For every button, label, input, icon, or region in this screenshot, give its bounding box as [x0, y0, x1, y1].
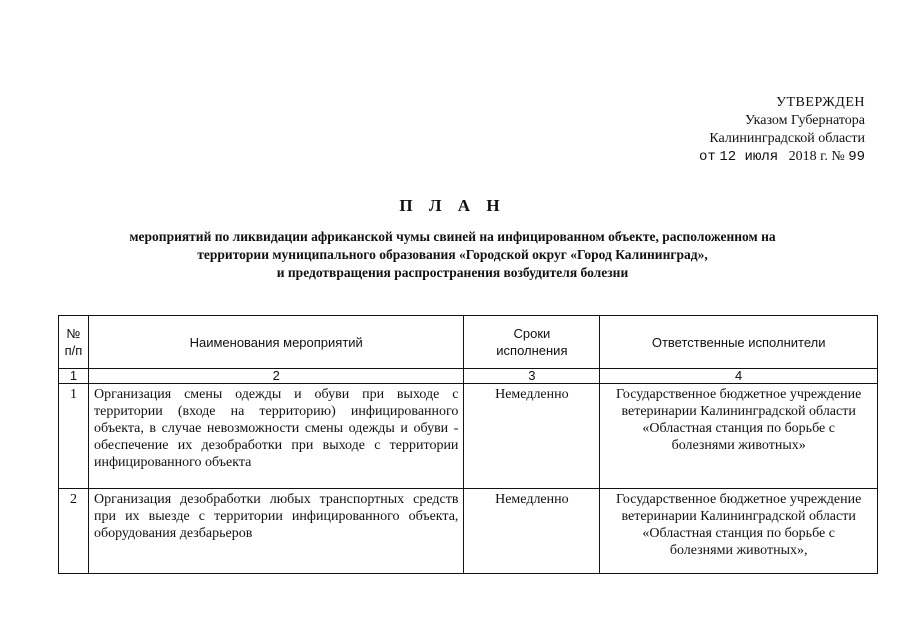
subtitle-line-3: и предотвращения распространения возбудителя болезни [276, 265, 629, 280]
header-term-line1: Сроки [513, 326, 551, 341]
document-title: П Л А Н [399, 196, 506, 215]
column-number-row [59, 369, 878, 384]
approval-block [699, 94, 865, 166]
column-number: 2 [88, 369, 463, 384]
row-responsible [600, 489, 878, 574]
resp-line: «Областная станция по борьбе с [642, 526, 835, 541]
subtitle-line-1: мероприятий по ликвидации африканской чумы свиней на инфицированном объекте, расположенном на [129, 229, 776, 244]
row-activity: Организация смены одежды и обуви при выходе с территории (входе на территорию) инфицированного объекта, в случае невозможности смены одежды и обуви - обеспечение их дезобработки при выходе с территории инфицированного объекта [88, 384, 463, 489]
header-resp: Ответственные исполнители [600, 316, 878, 369]
table-header-row [59, 316, 878, 369]
row-number: 1 [59, 384, 89, 489]
header-term-line2: исполнения [496, 343, 568, 358]
column-number: 1 [59, 369, 89, 384]
approval-decree: Указом Губернатора [744, 113, 865, 128]
resp-line: болезнями животных», [669, 543, 808, 558]
resp-line: болезнями животных» [671, 438, 806, 453]
header-num-line1: № [66, 326, 81, 341]
date-prefix: от [699, 149, 716, 165]
row-responsible [600, 384, 878, 489]
resp-line: ветеринарии Калининградской области [621, 404, 856, 419]
subtitle-line-2: территории муниципального образования «Городской округ «Город Калининград», [197, 247, 708, 262]
header-name: Наименования мероприятий [88, 316, 463, 369]
table-row [59, 489, 878, 574]
approval-heading: УТВЕРЖДЕН [776, 95, 865, 110]
row-number: 2 [59, 489, 89, 574]
resp-line: Государственное бюджетное учреждение [616, 387, 862, 402]
resp-line: Государственное бюджетное учреждение [616, 492, 862, 507]
decree-number: 99 [848, 149, 865, 165]
table-row [59, 384, 878, 489]
column-number: 3 [464, 369, 600, 384]
date-year: 2018 г. № [788, 149, 845, 164]
approval-region: Калининградской области [709, 131, 865, 146]
row-term: Немедленно [464, 489, 600, 574]
row-term: Немедленно [464, 384, 600, 489]
header-num [59, 316, 89, 369]
resp-line: «Областная станция по борьбе с [642, 421, 835, 436]
row-activity: Организация дезобработки любых транспортных средств при их выезде с территории инфицированного объекта, оборудования дезбарьеров [88, 489, 463, 574]
plan-table [58, 315, 878, 574]
header-num-line2: п/п [64, 343, 83, 358]
resp-line: ветеринарии Калининградской области [621, 509, 856, 524]
approval-date-line [699, 148, 865, 166]
header-term [464, 316, 600, 369]
date-handwritten: 12 июля [719, 149, 779, 165]
document-subtitle [60, 228, 845, 282]
column-number: 4 [600, 369, 878, 384]
